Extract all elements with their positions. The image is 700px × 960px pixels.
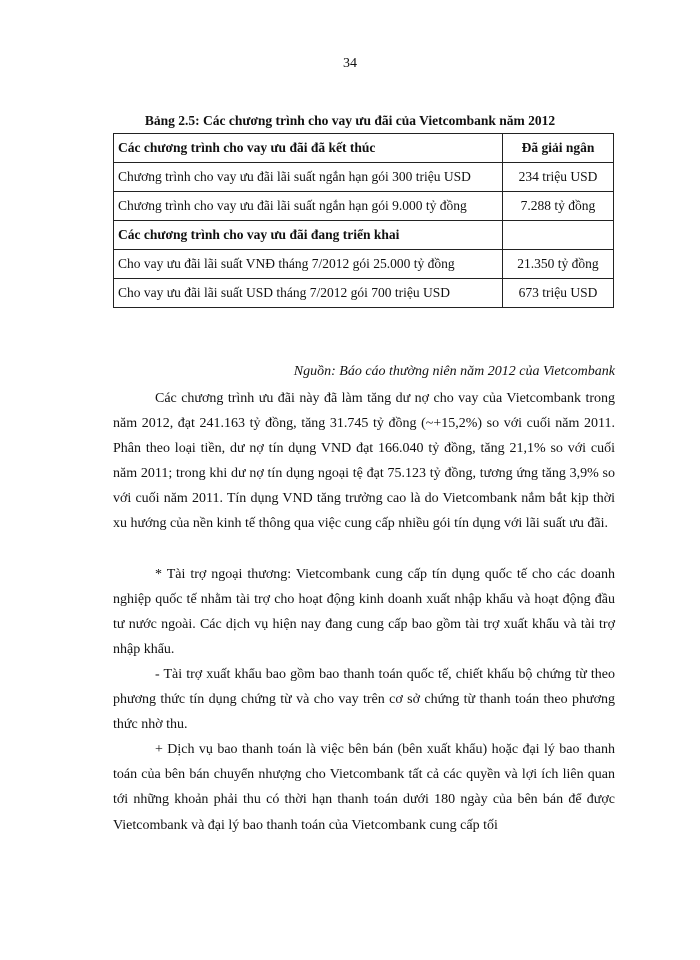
empty-cell bbox=[503, 221, 614, 250]
table-header-row bbox=[114, 134, 614, 163]
program-cell: Cho vay ưu đãi lãi suất VNĐ tháng 7/2012 gói 25.000 tỷ đồng bbox=[114, 250, 503, 279]
source-note: Nguồn: Báo cáo thường niên năm 2012 của Vietcombank bbox=[293, 364, 615, 379]
paragraph: Các chương trình ưu đãi này đã làm tăng dư nợ cho vay của Vietcombank trong năm 2012, đạt 241.163 tỷ đồng, tăng 31.745 tỷ đồng (~+15,2%) so với cuối năm 2011. Phân theo loại tiền, dư nợ tín dụng VND đạt 166.040 tỷ đồng, tăng 21,1% so với cuối năm 2011; trong khi dư nợ tín dụng ngoại tệ đạt 75.123 tỷ đồng, tương ứng tăng 3,9% so với cuối năm 2011. Tín dụng VND tăng trưởng cao là do Vietcombank nắm bắt kịp thời xu hướng của nền kinh tế thông qua việc cung cấp nhiều gói tín dụng với lãi suất ưu đãi. bbox=[113, 391, 615, 532]
section-row-ongoing bbox=[114, 221, 614, 250]
amount-cell: 234 triệu USD bbox=[503, 163, 614, 192]
table-row bbox=[114, 192, 614, 221]
table-title: Bảng 2.5: Các chương trình cho vay ưu đãi của Vietcombank năm 2012 bbox=[144, 113, 556, 128]
loan-programs-table bbox=[113, 133, 614, 308]
table-row bbox=[114, 279, 614, 308]
body-text bbox=[113, 386, 615, 838]
page-number: 34 bbox=[343, 56, 357, 71]
section-header-finished: Các chương trình cho vay ưu đãi đã kết thúc bbox=[114, 134, 503, 163]
amount-cell: 673 triệu USD bbox=[503, 279, 614, 308]
paragraph: * Tài trợ ngoại thương: Vietcombank cung cấp tín dụng quốc tế cho các doanh nghiệp quốc tế nhằm tài trợ cho hoạt động kinh doanh xuất nhập khẩu và hoạt động đầu tư nước ngoài. Các dịch vụ hiện nay đang cung cấp bao gồm tài trợ xuất khẩu và tài trợ nhập khẩu. bbox=[113, 566, 615, 657]
section-header-ongoing: Các chương trình cho vay ưu đãi đang triển khai bbox=[114, 221, 503, 250]
paragraph: + Dịch vụ bao thanh toán là việc bên bán (bên xuất khẩu) hoặc đại lý bao thanh toán của bên bán chuyển nhượng cho Vietcombank tất cả các quyền và lợi ích liên quan tới những khoản phải thu có thời hạn thanh toán dưới 180 ngày của bên bán để được Vietcombank và đại lý bao thanh toán của Vietcombank cung cấp tối bbox=[113, 742, 615, 833]
column-header-disbursed: Đã giải ngân bbox=[503, 134, 614, 163]
amount-cell: 21.350 tỷ đồng bbox=[503, 250, 614, 279]
paragraph: - Tài trợ xuất khẩu bao gồm bao thanh toán quốc tế, chiết khấu bộ chứng từ theo phương thức tín dụng chứng từ và cho vay trên cơ sở chứng từ thanh toán theo phương thức nhờ thu. bbox=[113, 666, 615, 733]
program-cell: Chương trình cho vay ưu đãi lãi suất ngắn hạn gói 300 triệu USD bbox=[114, 163, 503, 192]
table-row bbox=[114, 250, 614, 279]
table-row bbox=[114, 163, 614, 192]
program-cell: Chương trình cho vay ưu đãi lãi suất ngắn hạn gói 9.000 tỷ đồng bbox=[114, 192, 503, 221]
amount-cell: 7.288 tỷ đồng bbox=[503, 192, 614, 221]
program-cell: Cho vay ưu đãi lãi suất USD tháng 7/2012 gói 700 triệu USD bbox=[114, 279, 503, 308]
